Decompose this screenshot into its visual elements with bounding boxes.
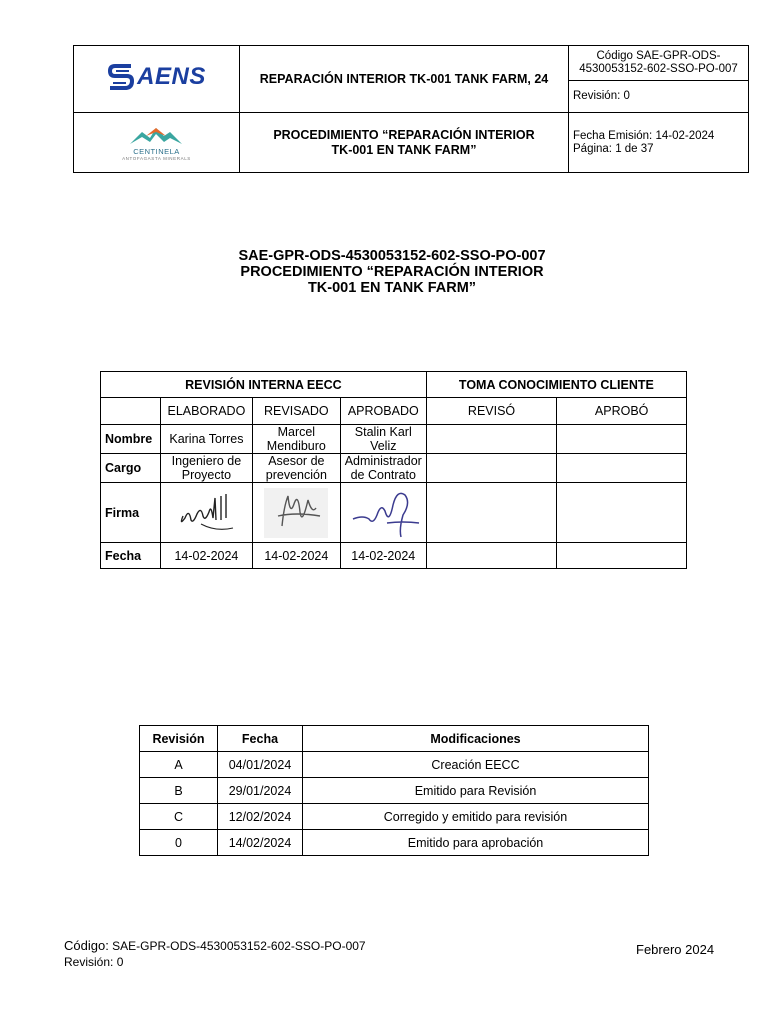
fecha-revisado: 14-02-2024: [252, 543, 340, 569]
firma-revisado: [252, 483, 340, 543]
firma-aprobo: [557, 483, 687, 543]
nombre-reviso: [426, 425, 557, 454]
mod-desc: Corregido y emitido para revisión: [303, 804, 649, 830]
mod-fecha: 14/02/2024: [218, 830, 303, 856]
nombre-aprobo: [557, 425, 687, 454]
aens-logo-text: AENS: [137, 62, 206, 90]
col-aprobado: APROBADO: [340, 398, 426, 425]
cargo-aprobado: Administrador de Contrato: [340, 454, 426, 483]
col-elaborado: ELABORADO: [160, 398, 252, 425]
approval-table: [100, 371, 687, 569]
centinela-logo: [122, 124, 191, 161]
nombre-elaborado: Karina Torres: [160, 425, 252, 454]
header-codigo: Código SAE-GPR-ODS- 4530053152-602-SSO-PO-007: [569, 46, 748, 81]
mod-desc: Emitido para Revisión: [303, 778, 649, 804]
signature-revisado-icon: [260, 486, 332, 540]
centinela-name: CENTINELA: [133, 147, 180, 156]
centinela-subtitle: ANTOFAGASTA MINERALS: [122, 156, 191, 161]
header-revision: Revisión: 0: [573, 90, 630, 102]
cargo-elaborado: Ingeniero de Proyecto: [160, 454, 252, 483]
header-title-2: PROCEDIMIENTO “REPARACIÓN INTERIOR TK-001 EN TANK FARM”: [240, 113, 569, 173]
mod-fecha: 04/01/2024: [218, 752, 303, 778]
document-title-line-2: PROCEDIMIENTO “REPARACIÓN INTERIOR: [240, 264, 544, 280]
firma-reviso: [426, 483, 557, 543]
centinela-mountain-icon: [126, 124, 186, 146]
footer-codigo: Código: SAE-GPR-ODS-4530053152-602-SSO-PO-007: [64, 938, 366, 953]
fecha-elaborado: 14-02-2024: [160, 543, 252, 569]
row-label-cargo: Cargo: [101, 454, 161, 483]
cargo-aprobo: [557, 454, 687, 483]
mod-rev: A: [140, 752, 218, 778]
header-title-1: REPARACIÓN INTERIOR TK-001 TANK FARM, 24: [240, 46, 569, 113]
table-row: [140, 830, 649, 856]
mod-rev: B: [140, 778, 218, 804]
firma-elaborado: [160, 483, 252, 543]
group-client-header: TOMA CONOCIMIENTO CLIENTE: [426, 372, 686, 398]
document-code: SAE-GPR-ODS-4530053152-602-SSO-PO-007: [238, 248, 546, 264]
cargo-reviso: [426, 454, 557, 483]
firma-aprobado: [340, 483, 426, 543]
aens-s-icon: [107, 62, 135, 92]
table-row: [140, 778, 649, 804]
cargo-revisado: Asesor de prevención: [252, 454, 340, 483]
group-internal-header: REVISIÓN INTERNA EECC: [101, 372, 427, 398]
col-reviso: REVISÓ: [426, 398, 557, 425]
signature-aprobado-icon: [343, 485, 423, 541]
header-meta-cell: [569, 46, 749, 113]
document-title-line-3: TK-001 EN TANK FARM”: [307, 280, 477, 296]
row-label-firma: Firma: [101, 483, 161, 543]
footer-code-block: [64, 938, 366, 970]
nombre-revisado: Marcel Mendiburo: [252, 425, 340, 454]
fecha-aprobo: [557, 543, 687, 569]
row-label-nombre: Nombre: [101, 425, 161, 454]
fecha-reviso: [426, 543, 557, 569]
mods-header-fecha: Fecha: [218, 726, 303, 752]
aens-logo: [107, 62, 206, 92]
mods-header-modificaciones: Modificaciones: [303, 726, 649, 752]
table-row: [140, 752, 649, 778]
signature-elaborado-icon: [171, 488, 241, 538]
mod-desc: Emitido para aprobación: [303, 830, 649, 856]
document-title: [0, 248, 768, 296]
header-emission-page: [569, 113, 749, 173]
empty-corner: [101, 398, 161, 425]
row-label-fecha: Fecha: [101, 543, 161, 569]
mod-rev: 0: [140, 830, 218, 856]
pagina: Página: 1 de 37: [573, 142, 654, 155]
header-table: [73, 45, 749, 173]
modifications-table: [139, 725, 649, 856]
mod-rev: C: [140, 804, 218, 830]
centinela-logo-cell: [74, 113, 240, 173]
mod-fecha: 29/01/2024: [218, 778, 303, 804]
footer-date: Febrero 2024: [636, 942, 715, 957]
table-row: [140, 804, 649, 830]
aens-logo-cell: [74, 46, 240, 113]
fecha-emision: Fecha Emisión: 14-02-2024: [573, 129, 715, 142]
fecha-aprobado: 14-02-2024: [340, 543, 426, 569]
footer-revision: Revisión: 0: [64, 955, 124, 969]
col-revisado: REVISADO: [252, 398, 340, 425]
mod-desc: Creación EECC: [303, 752, 649, 778]
mod-fecha: 12/02/2024: [218, 804, 303, 830]
nombre-aprobado: Stalin Karl Veliz: [340, 425, 426, 454]
mods-header-revision: Revisión: [140, 726, 218, 752]
col-aprobo: APROBÓ: [557, 398, 687, 425]
